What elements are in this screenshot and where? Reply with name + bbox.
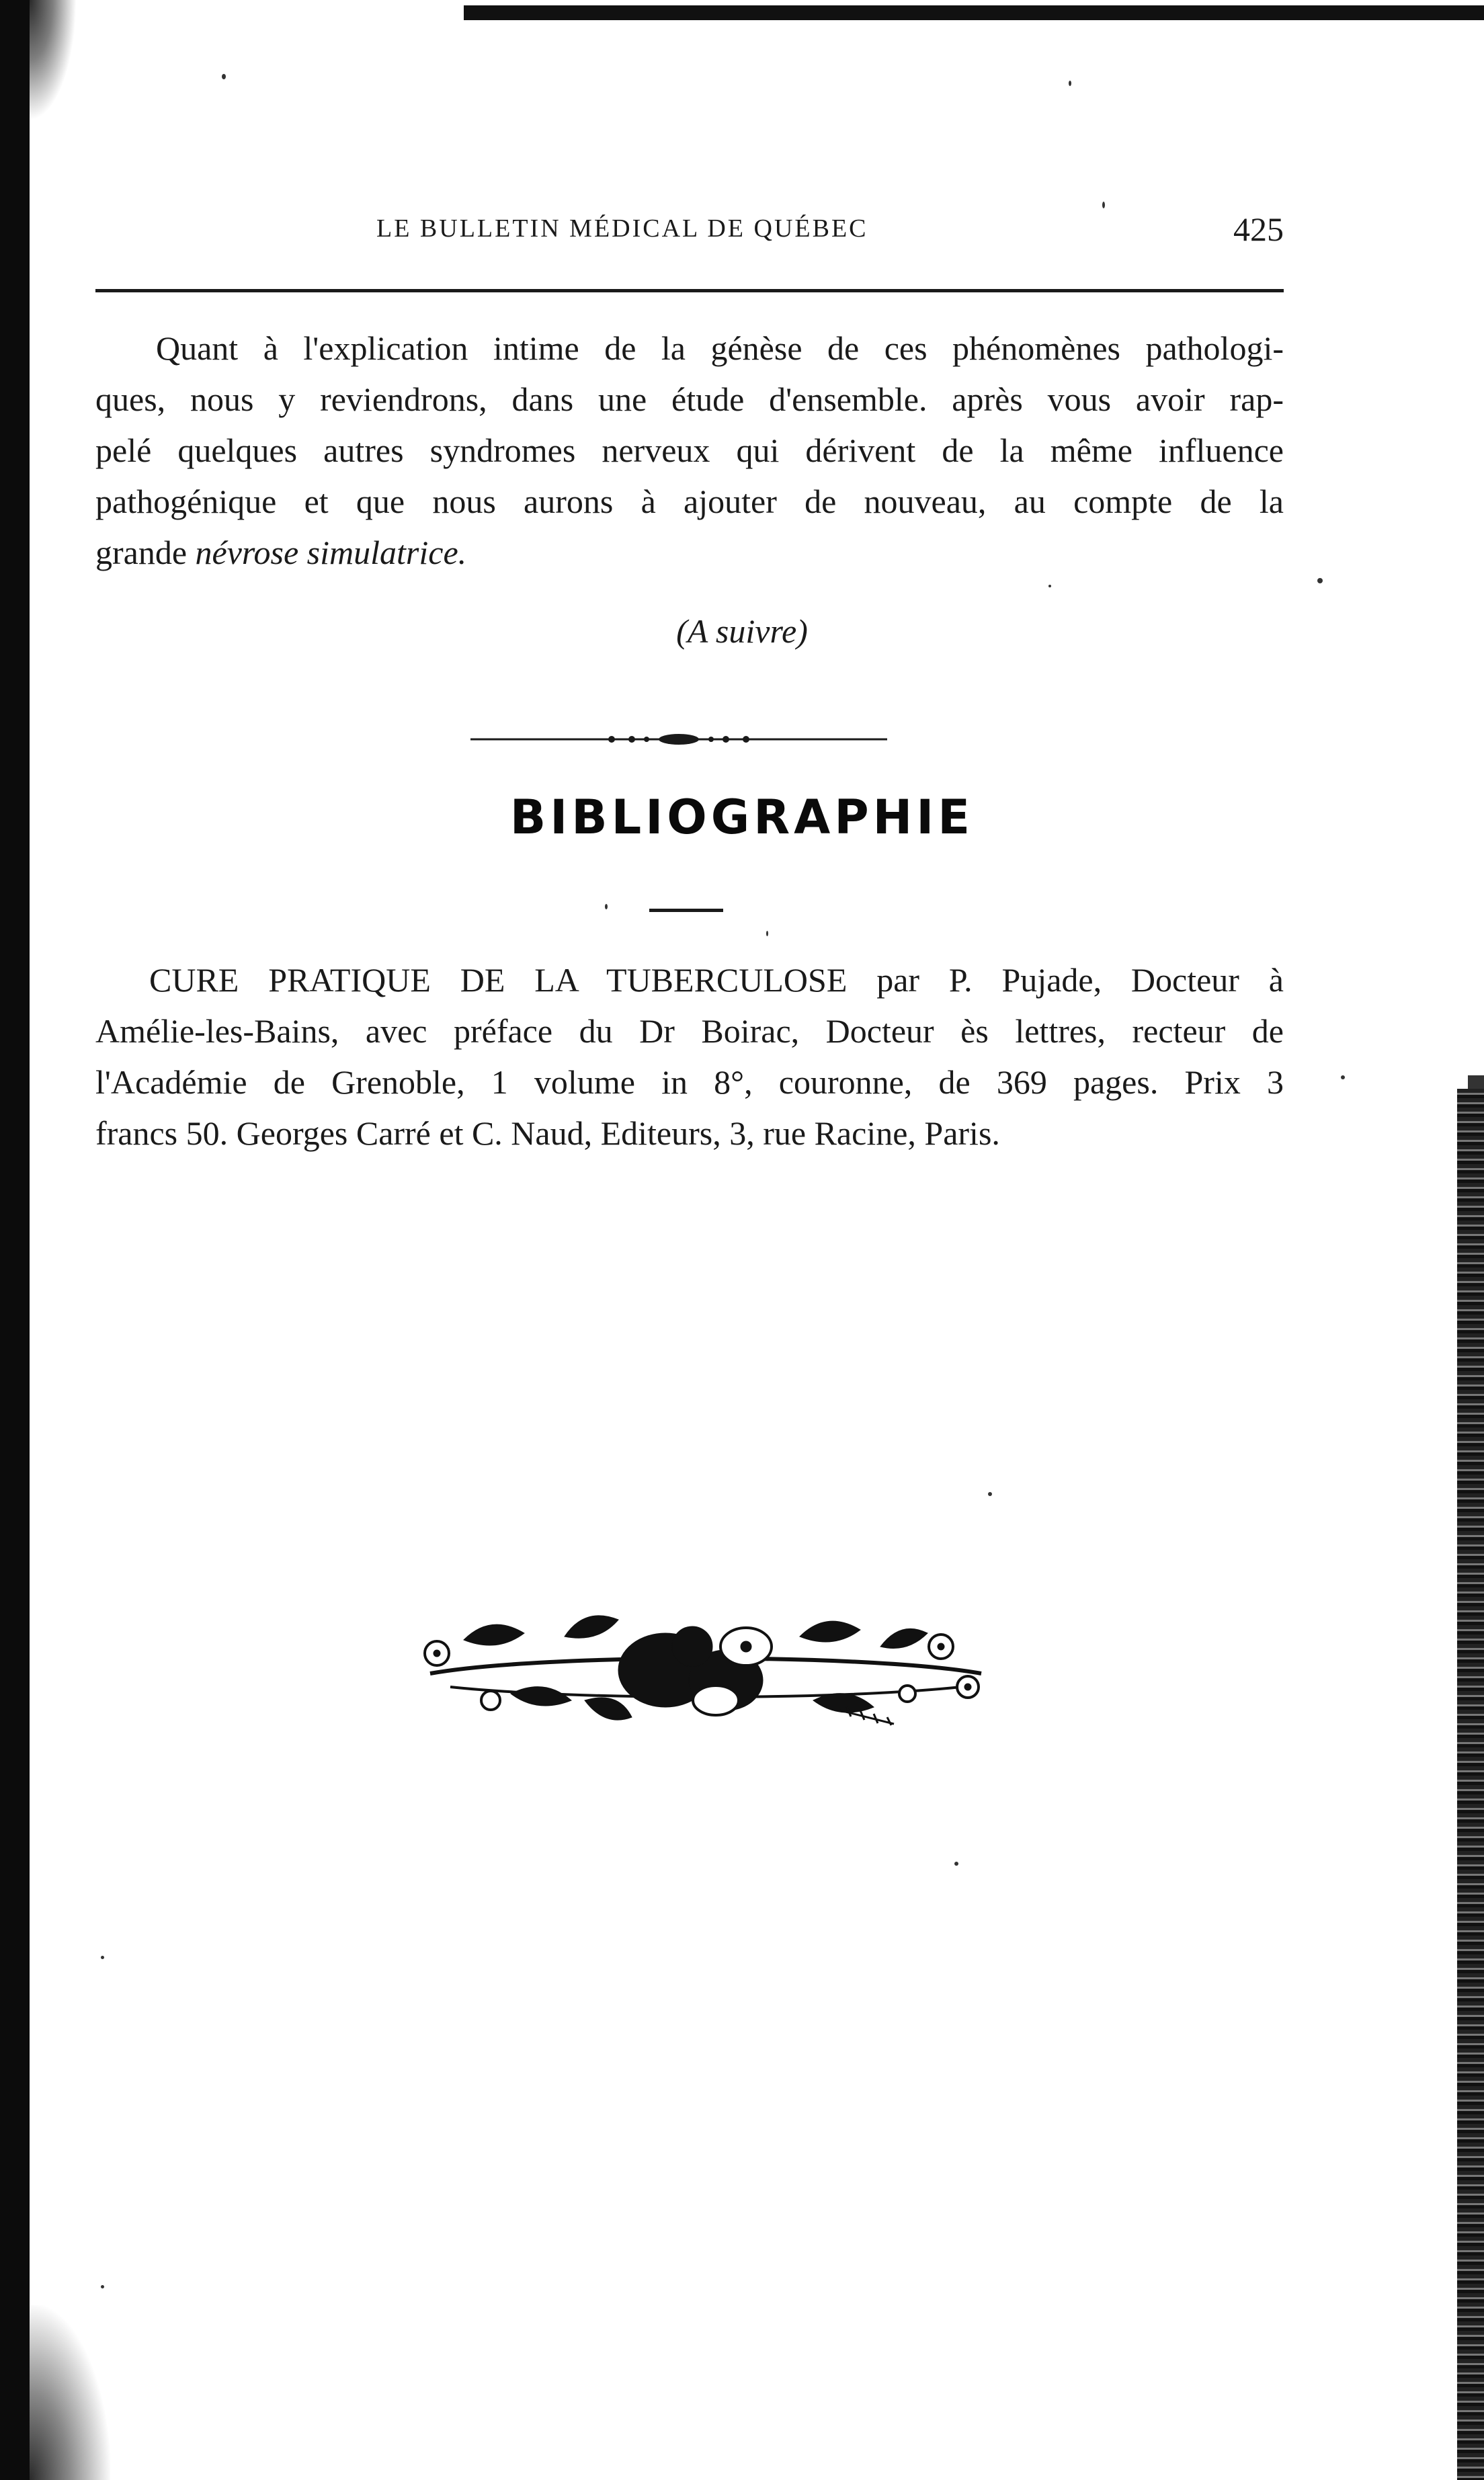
italic-term: névrose simulatrice. [195, 534, 467, 571]
paragraph-line: pathogénique et que nous aurons à ajouter de nouveau, au compte de la [95, 483, 1284, 520]
scan-speck [766, 931, 768, 936]
paragraph-line: Quant à l'explication intime de la génèse de ces phénomènes pathologi- [156, 329, 1284, 367]
scan-speck [1341, 1075, 1345, 1079]
header-rule [95, 289, 1284, 292]
scan-speck [222, 74, 226, 79]
scan-noise-bottom [30, 2305, 110, 2480]
page-top-edge [464, 5, 1484, 20]
scan-speck [1048, 585, 1051, 587]
scan-speck [1317, 578, 1323, 583]
bibliography-entry [95, 954, 1284, 1159]
running-head [94, 210, 1284, 250]
section-rule [649, 909, 723, 912]
paragraph-line: ques, nous y reviendrons, dans une étude d'ensemble. après vous avoir rap- [95, 380, 1284, 418]
floral-tailpiece-icon [410, 1600, 1001, 1734]
bibliography-line: Amélie-les-Bains, avec préface du Dr Boirac, Docteur ès lettres, recteur de [95, 1012, 1284, 1050]
body-paragraph [95, 323, 1284, 578]
scan-speck [1102, 202, 1105, 208]
scan-speck [101, 1956, 104, 1959]
running-title: LE BULLETIN MÉDICAL DE QUÉBEC [376, 214, 868, 243]
paragraph-last-line-prefix: grande [95, 534, 196, 571]
bibliography-line: CURE PRATIQUE DE LA TUBERCULOSE par P. Pujade, Docteur à [149, 961, 1284, 999]
ornamental-divider-icon [470, 726, 887, 753]
page-right-edge [1457, 1089, 1484, 2480]
scan-speck [605, 904, 608, 909]
bibliography-line: l'Académie de Grenoble, 1 volume in 8°, couronne, de 369 pages. Prix 3 [95, 1063, 1284, 1101]
scan-speck [1069, 81, 1071, 86]
paragraph-last-line [95, 527, 1284, 578]
paragraph-line: pelé quelques autres syndromes nerveux qui dérivent de la même influence [95, 431, 1284, 469]
scan-speck [954, 1862, 958, 1866]
scan-noise-top [30, 0, 77, 121]
to-be-continued: (A suivre) [676, 612, 808, 650]
page-number: 425 [1233, 210, 1284, 248]
scan-speck [101, 2285, 104, 2288]
binding-edge [0, 0, 30, 2480]
scan-speck [988, 1492, 992, 1496]
section-heading: BIBLIOGRAPHIE [509, 790, 975, 845]
bibliography-line: francs 50. Georges Carré et C. Naud, Editeurs, 3, rue Racine, Paris. [95, 1114, 1000, 1152]
